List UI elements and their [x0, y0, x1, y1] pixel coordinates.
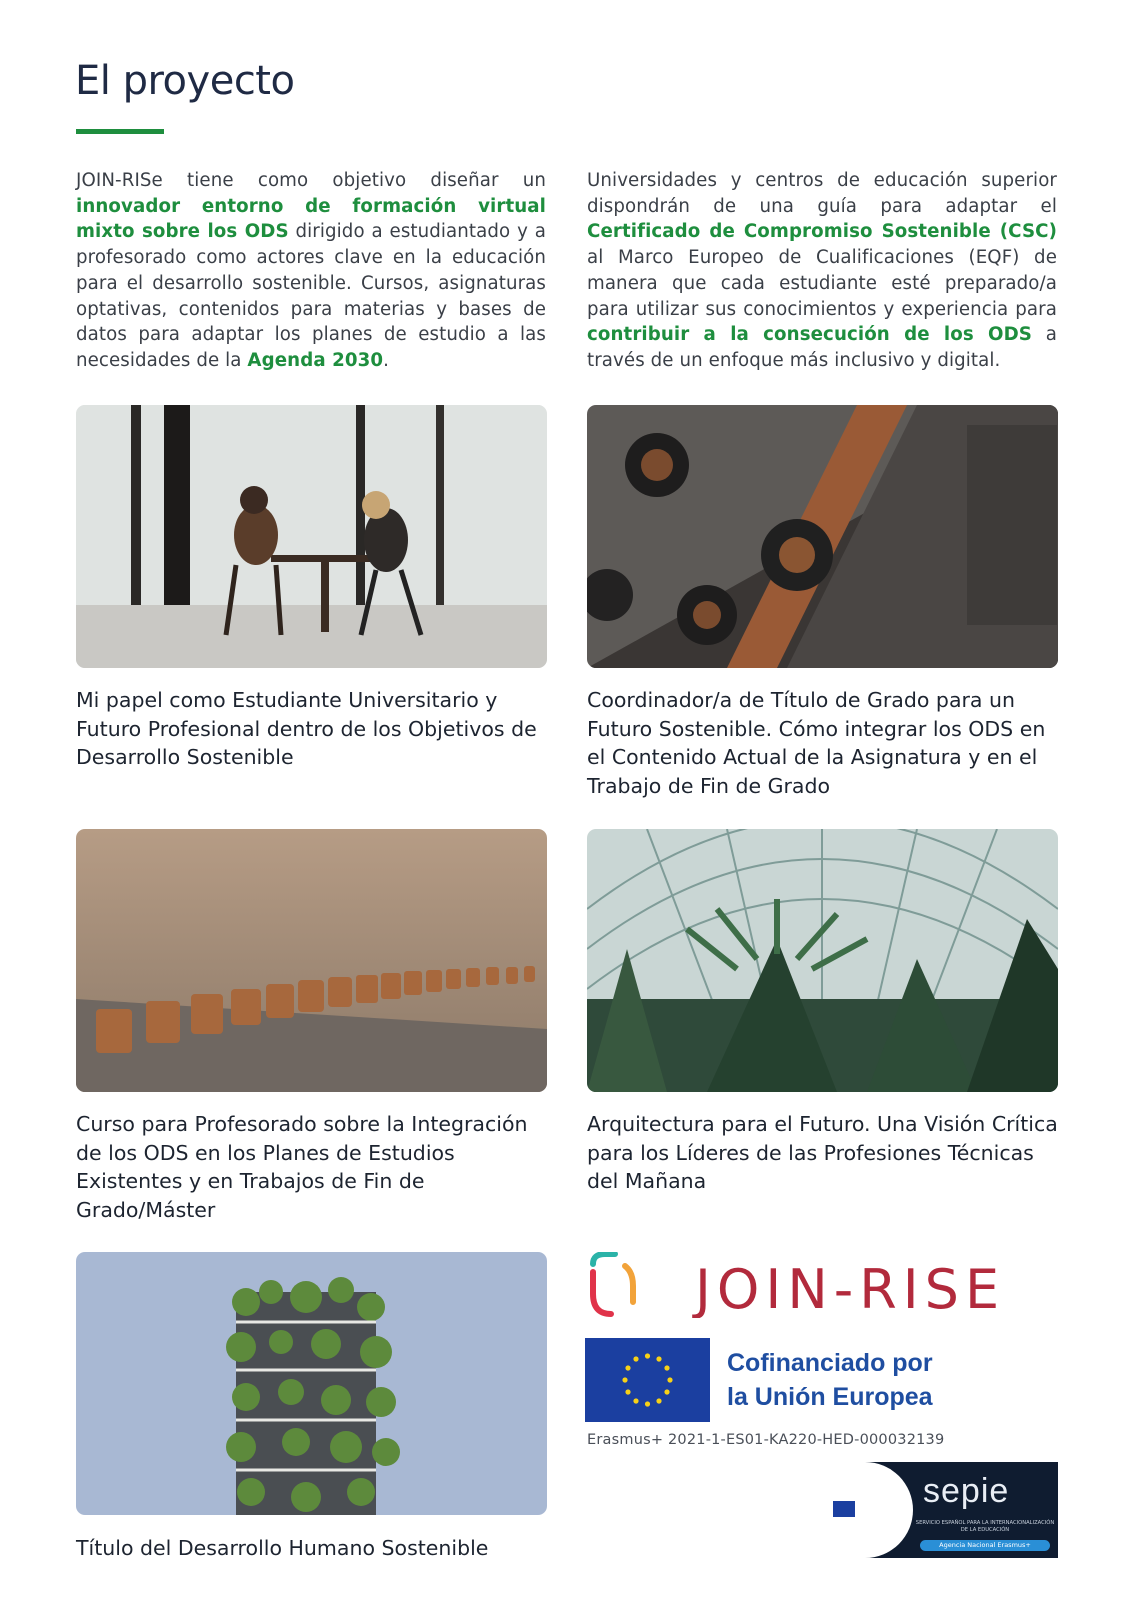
course-title[interactable]: Mi papel como Estudiante Universitario y Futuro Profesional dentro de los Objetivos de Desarrollo Sostenible — [76, 688, 537, 770]
erasmus-project-reference: Erasmus+ 2021-1-ES01-KA220-HED-000032139 — [587, 1432, 945, 1448]
highlight-text: Agenda 2030 — [247, 349, 384, 371]
course-title[interactable]: Coordinador/a de Título de Grado para un Futuro Sostenible. Cómo integrar los ODS en el Contenido Actual de la Asignatura y en el Trabajo de Fin de Grado — [587, 688, 1046, 798]
course-title[interactable]: Curso para Profesorado sobre la Integración de los ODS en los Planes de Estudios Existentes y en Trabajos de Fin de Grado/Máster — [76, 1112, 528, 1222]
highlight-text: contribuir a la consecución de los ODS — [587, 324, 1033, 346]
highlight-text: innovador entorno de formación virtual mixto sobre los ODS — [76, 195, 546, 243]
join-rise-logo — [585, 1252, 1058, 1318]
join-rise-wordmark: JOIN-RISE — [695, 1258, 1006, 1318]
title-underline — [76, 129, 164, 134]
course-title[interactable]: Título del Desarrollo Humano Sostenible — [76, 1536, 489, 1560]
intro-right-paragraph: Universidades y centros de educación superior dispondrán de una guía para adaptar el Certificado de Compromiso Sostenible (CSC) al Marco Europeo de Cualificaciones (EQF) de manera que cada estudiante esté preparado/a para utilizar sus conocimientos y experiencia para contribuir a la consecución de los ODS a través de un enfoque más inclusivo y digital. — [587, 170, 1057, 371]
eu-flag-small-icon — [833, 1501, 855, 1517]
course-title[interactable]: Arquitectura para el Futuro. Una Visión Crítica para los Líderes de las Profesiones Técnicas del Mañana — [587, 1112, 1058, 1194]
aerial-cafe-photo[interactable] — [587, 405, 1058, 668]
eu-flag-icon — [585, 1338, 710, 1422]
students-window-photo[interactable] — [76, 405, 547, 668]
empty-chairs-photo[interactable] — [76, 829, 547, 1092]
vertical-forest-photo[interactable] — [76, 1252, 547, 1515]
greenhouse-dome-photo[interactable] — [587, 829, 1058, 1092]
intro-left-paragraph: JOIN-RISe tiene como objetivo diseñar un innovador entorno de formación virtual mixto sobre los ODS dirigido a estudiantado y a profesorado como actores clave en la educación para el desarrollo sostenible. Cursos, asignaturas optativas, contenidos para materias y bases de datos para adaptar los planes de estudio a las necesidades de la Agenda 2030. — [76, 170, 547, 371]
highlight-text: Certificado de Compromiso Sostenible (CSC) — [587, 221, 1057, 243]
eu-cofunding-text: Cofinanciado por la Unión Europea — [727, 1349, 933, 1411]
page-title: El proyecto — [75, 58, 295, 104]
sepie-logo: sepie SERVICIO ESPAÑOL PARA LA INTERNACIONALIZACIÓN DE LA EDUCACIÓN Agencia Nacional Erasmus+ — [805, 1462, 1058, 1558]
